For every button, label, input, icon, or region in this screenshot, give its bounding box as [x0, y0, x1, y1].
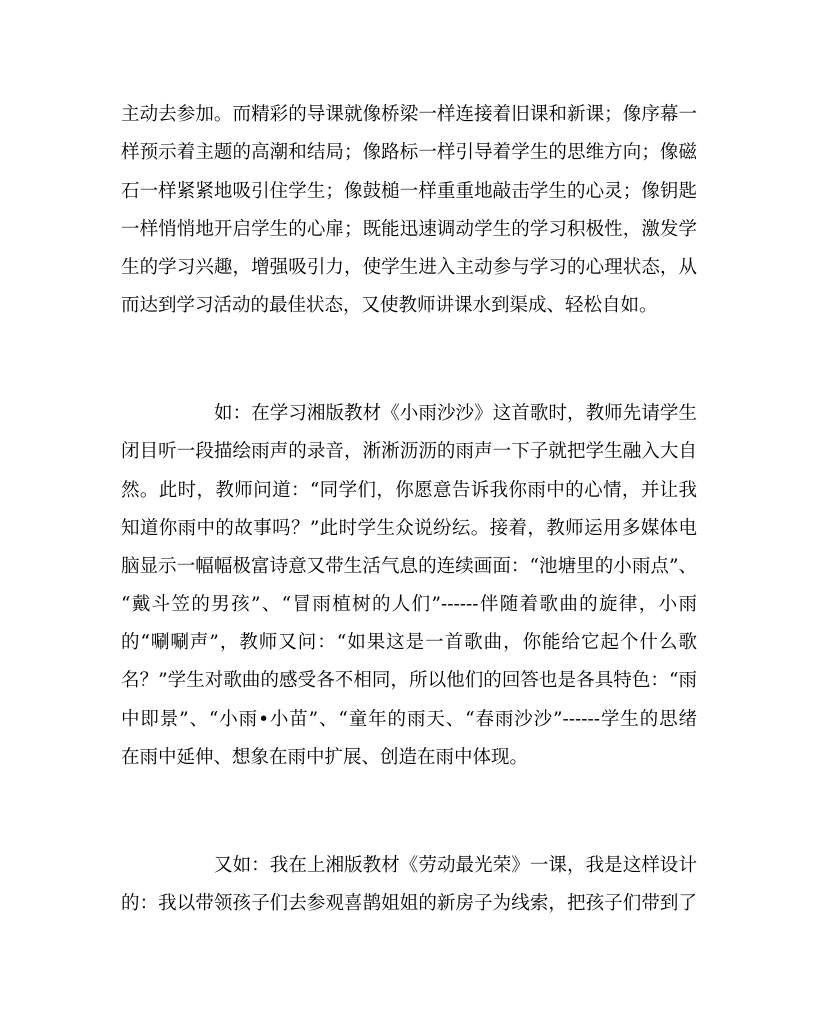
text-line: 名？”学生对歌曲的感受各不相同，所以他们的回答也是各具特色：“雨: [121, 670, 697, 691]
text-line: 知道你雨中的故事吗？”此时学生众说纷纭。接着，教师运用多媒体电: [121, 518, 697, 539]
text-line: 主动去参加。而精彩的导课就像桥梁一样连接着旧课和新课；像序幕一: [121, 104, 697, 125]
text-line: 闭目听一段描绘雨声的录音，淅淅沥沥的雨声一下子就把学生融入大自: [121, 441, 697, 462]
text-line: 然。此时，教师问道：“同学们，你愿意告诉我你雨中的心情，并让我: [121, 480, 697, 501]
text-line: 又如：我在上湘版教材《劳动最光荣》一课，我是这样设计: [214, 855, 697, 876]
text-line: 中即景”、“小雨•小苗”、“童年的雨天、“春雨沙沙”------学生的思绪: [121, 709, 697, 730]
text-line: “戴斗笠的男孩”、“冒雨植树的人们”------伴随着歌曲的旋律，小雨: [121, 594, 697, 615]
text-line: 石一样紧紧地吸引住学生；像鼓槌一样重重地敲击学生的心灵；像钥匙: [121, 181, 697, 202]
text-line: 脑显示一幅幅极富诗意又带生活气息的连续画面：“池塘里的小雨点”、: [121, 556, 697, 577]
text-line: 的：我以带领孩子们去参观喜鹊姐姐的新房子为线索，把孩子们带到了: [121, 893, 697, 914]
text-line: 如：在学习湘版教材《小雨沙沙》这首歌时，教师先请学生: [214, 403, 697, 424]
text-line: 一样悄悄地开启学生的心扉；既能迅速调动学生的学习积极性，激发学: [121, 219, 697, 240]
text-line: 样预示着主题的高潮和结局；像路标一样引导着学生的思维方向；像磁: [121, 142, 697, 163]
text-line: 而达到学习活动的最佳状态，又使教师讲课水到渠成、轻松自如。: [121, 295, 658, 316]
text-line: 在雨中延伸、想象在雨中扩展、创造在雨中体现。: [121, 747, 529, 768]
text-line: 的“唰唰声”，教师又问：“如果这是一首歌曲，你能给它起个什么歌: [121, 632, 697, 653]
text-line: 生的学习兴趣，增强吸引力，使学生进入主动参与学习的心理状态，从: [121, 257, 697, 278]
